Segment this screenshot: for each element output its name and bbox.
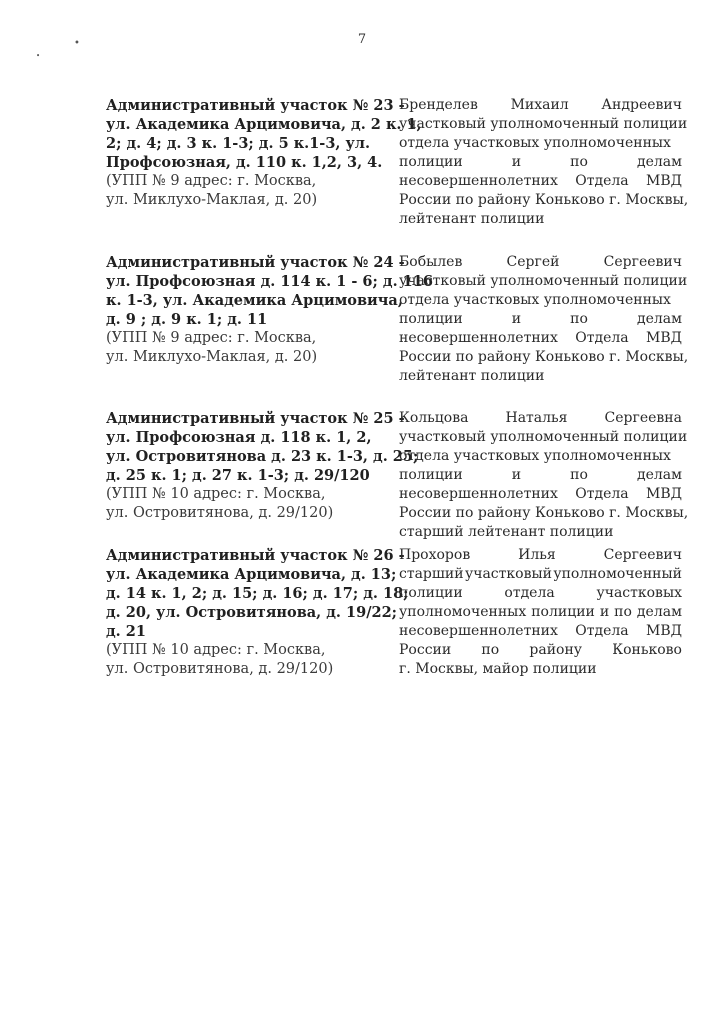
officer-name-part: Бренделев xyxy=(399,97,478,113)
precinct-address-line: Административный участок № 24 - xyxy=(106,254,405,271)
upp-address-line: ул. Миклухо-Маклая, д. 20) xyxy=(106,192,318,208)
officer-position-line: отдела участковых уполномоченных xyxy=(399,135,671,151)
precinct-address-line: к. 1-3, ул. Академика Арцимовича, xyxy=(106,292,403,309)
upp-address-line: (УПП № 10 адрес: г. Москва, xyxy=(106,486,326,502)
officer-name-part: Илья xyxy=(518,547,556,563)
officer-position-line: полиции и по делам xyxy=(399,467,682,483)
officer-position-line: России по району Коньково г. Москвы, xyxy=(399,192,689,208)
precinct-address-line: Административный участок № 23 - xyxy=(106,97,405,114)
officer-block xyxy=(399,546,682,679)
officer-position-line: участковый уполномоченный полиции xyxy=(399,273,688,289)
precinct-address-block xyxy=(106,546,409,679)
precinct-address-line: д. 20, ул. Островитянова, д. 19/22; xyxy=(106,604,398,621)
precinct-address-line: д. 14 к. 1, 2; д. 15; д. 16; д. 17; д. 18; xyxy=(106,585,409,602)
officer-position-line: полиции отдела участковых xyxy=(399,585,682,601)
officer-position-line: лейтенант полиции xyxy=(399,211,545,227)
precinct-address-line: ул. Профсоюзная д. 114 к. 1 - 6; д. 116 xyxy=(106,273,433,290)
upp-address-line: (УПП № 9 адрес: г. Москва, xyxy=(106,330,317,346)
officer-block xyxy=(399,96,689,229)
officer-position-line: несовершеннолетних Отдела МВД xyxy=(399,173,682,189)
scan-speck: • xyxy=(36,52,41,60)
precinct-address-line: ул. Академика Арцимовича, д. 2 к. 1, xyxy=(106,116,422,133)
officer-position-line: России по району Коньково г. Москвы, xyxy=(399,505,689,521)
officer-name-part: Наталья xyxy=(505,410,568,426)
officer-position-line: старший лейтенант полиции xyxy=(399,524,614,540)
officer-name-part: Сергей xyxy=(506,254,560,270)
officer-position-line: участковый уполномоченный полиции xyxy=(399,429,688,445)
precinct-address-line: Административный участок № 25 - xyxy=(106,410,405,427)
officer-block xyxy=(399,409,689,542)
page-number: 7 xyxy=(357,32,367,47)
officer-position-line: несовершеннолетних Отдела МВД xyxy=(399,486,682,502)
officer-position-line: России по району Коньково г. Москвы, xyxy=(399,349,689,365)
precinct-address-line: ул. Профсоюзная д. 118 к. 1, 2, xyxy=(106,429,372,446)
officer-position-line: несовершеннолетних Отдела МВД xyxy=(399,623,682,639)
officer-name xyxy=(399,546,682,565)
officer-name-part: Михаил xyxy=(510,97,569,113)
officer-position-line: старший участковый уполномоченный xyxy=(399,566,682,582)
officer-name xyxy=(399,96,682,115)
officer-position-line: России по району Коньково xyxy=(399,642,682,658)
upp-address-line: (УПП № 9 адрес: г. Москва, xyxy=(106,173,317,189)
officer-position-line: отдела участковых уполномоченных xyxy=(399,448,671,464)
officer-position-line: участковый уполномоченный полиции xyxy=(399,116,688,132)
officer-name-part: Кольцова xyxy=(399,410,469,426)
precinct-address-block xyxy=(106,96,422,210)
precinct-address-line: Административный участок № 26 - xyxy=(106,547,405,564)
officer-position-line: полиции и по делам xyxy=(399,154,682,170)
upp-address-line: ул. Миклухо-Маклая, д. 20) xyxy=(106,349,318,365)
precinct-address-line: Профсоюзная, д. 110 к. 1,2, 3, 4. xyxy=(106,154,383,171)
officer-position-line: уполномоченных полиции и по делам xyxy=(399,604,682,620)
precinct-address-line: ул. Академика Арцимовича, д. 13; xyxy=(106,566,397,583)
officer-name-part: Прохоров xyxy=(399,547,471,563)
officer-name-part: Бобылев xyxy=(399,254,463,270)
precinct-address-line: ул. Островитянова д. 23 к. 1-3, д. 25; xyxy=(106,448,419,465)
officer-name-part: Сергеевич xyxy=(603,254,682,270)
precinct-address-line: д. 9 ; д. 9 к. 1; д. 11 xyxy=(106,311,268,328)
officer-name-part: Андреевич xyxy=(601,97,682,113)
precinct-address-line: 2; д. 4; д. 3 к. 1-3; д. 5 к.1-3, ул. xyxy=(106,135,371,152)
precinct-address-block xyxy=(106,409,419,523)
officer-position-line: полиции и по делам xyxy=(399,311,682,327)
officer-position-line: несовершеннолетних Отдела МВД xyxy=(399,330,682,346)
officer-name-part: Сергеевич xyxy=(603,547,682,563)
officer-block xyxy=(399,253,689,386)
upp-address-line: (УПП № 10 адрес: г. Москва, xyxy=(106,642,326,658)
upp-address-line: ул. Островитянова, д. 29/120) xyxy=(106,661,334,677)
officer-position-line: г. Москвы, майор полиции xyxy=(399,661,597,677)
officer-name-part: Сергеевна xyxy=(604,410,682,426)
officer-name xyxy=(399,409,682,428)
upp-address-line: ул. Островитянова, д. 29/120) xyxy=(106,505,334,521)
officer-position-line: лейтенант полиции xyxy=(399,368,545,384)
officer-name xyxy=(399,253,682,272)
precinct-address-line: д. 25 к. 1; д. 27 к. 1-3; д. 29/120 xyxy=(106,467,370,484)
officer-position-line: отдела участковых уполномоченных xyxy=(399,292,671,308)
scan-speck: • xyxy=(74,38,80,49)
precinct-address-line: д. 21 xyxy=(106,623,146,640)
